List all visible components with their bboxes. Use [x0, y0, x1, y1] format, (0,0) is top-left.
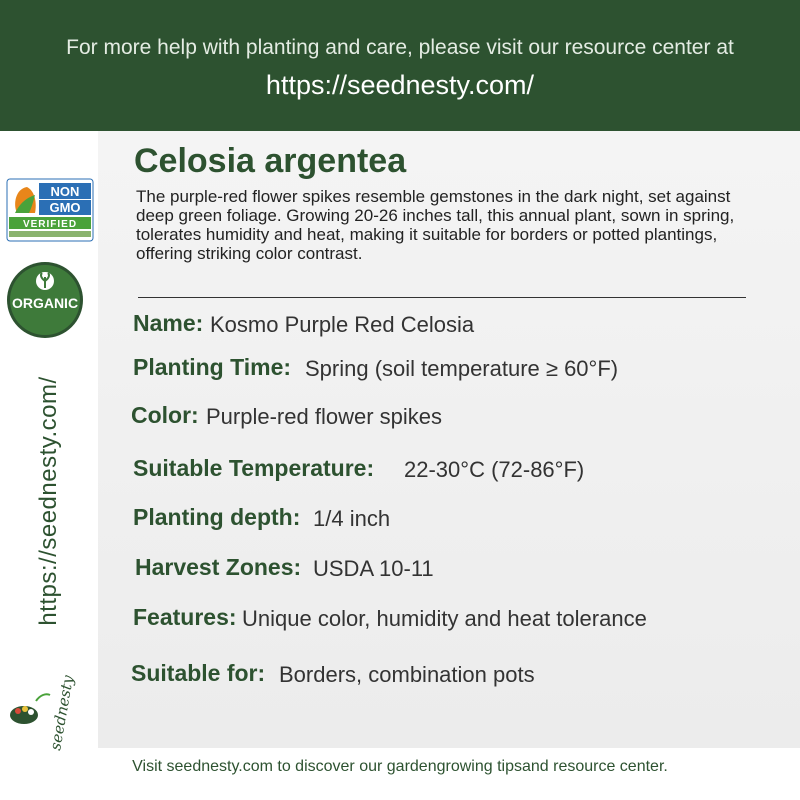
spec-label: Color: — [131, 402, 199, 428]
header-help-text: For more help with planting and care, please visit our resource center at — [66, 36, 734, 59]
spec-value: Purple-red flower spikes — [206, 404, 442, 429]
spec-value: Unique color, humidity and heat tolerance — [242, 606, 647, 631]
spec-label: Suitable for: — [131, 660, 266, 686]
seednesty-logo-icon — [6, 663, 78, 753]
badge-non-text: NON — [50, 184, 80, 199]
spec-label: Features: — [133, 604, 237, 630]
spec-label: Planting Time: — [133, 354, 292, 380]
badge-verified-text: VERIFIED — [22, 219, 78, 230]
spec-value: 1/4 inch — [313, 506, 391, 531]
product-description: The purple-red flower spikes resemble gemstones in the dark night, set against deep green foliage. Growing 20-26 inches tall, this annual plant, sown in spring, tolerates humidity and heat, making it suitable for borders or potted plantings, offering striking color contrast. — [136, 187, 735, 263]
organic-badge-icon — [6, 261, 84, 339]
logo-wordmark-text: seednesty — [46, 673, 78, 752]
spec-value: 22-30°C (72-86°F) — [404, 457, 585, 482]
spec-label: Harvest Zones: — [135, 554, 302, 580]
divider — [138, 297, 746, 298]
product-title: Celosia argentea — [134, 142, 407, 180]
header-url-link[interactable]: https://seednesty.com/ — [265, 70, 535, 100]
spec-value: Borders, combination pots — [279, 662, 535, 687]
spec-label: Name: — [133, 310, 204, 336]
vertical-url-text[interactable]: https://seednesty.com/ — [35, 376, 62, 626]
badge-organic-text: ORGANIC — [11, 295, 79, 311]
sidebar — [0, 131, 98, 751]
spec-value: USDA 10-11 — [313, 556, 434, 581]
header-banner — [0, 0, 800, 131]
non-gmo-verified-badge-icon — [7, 179, 93, 241]
footer-text: Visit seednesty.com to discover our gardengrowing tipsand resource center. — [132, 758, 668, 775]
spec-value: Spring (soil temperature ≥ 60°F) — [305, 356, 619, 381]
spec-label: Planting depth: — [133, 504, 301, 530]
spec-label: Suitable Temperature: — [133, 455, 375, 481]
spec-value: Kosmo Purple Red Celosia — [210, 312, 475, 337]
badge-gmo-text: GMO — [49, 200, 81, 215]
